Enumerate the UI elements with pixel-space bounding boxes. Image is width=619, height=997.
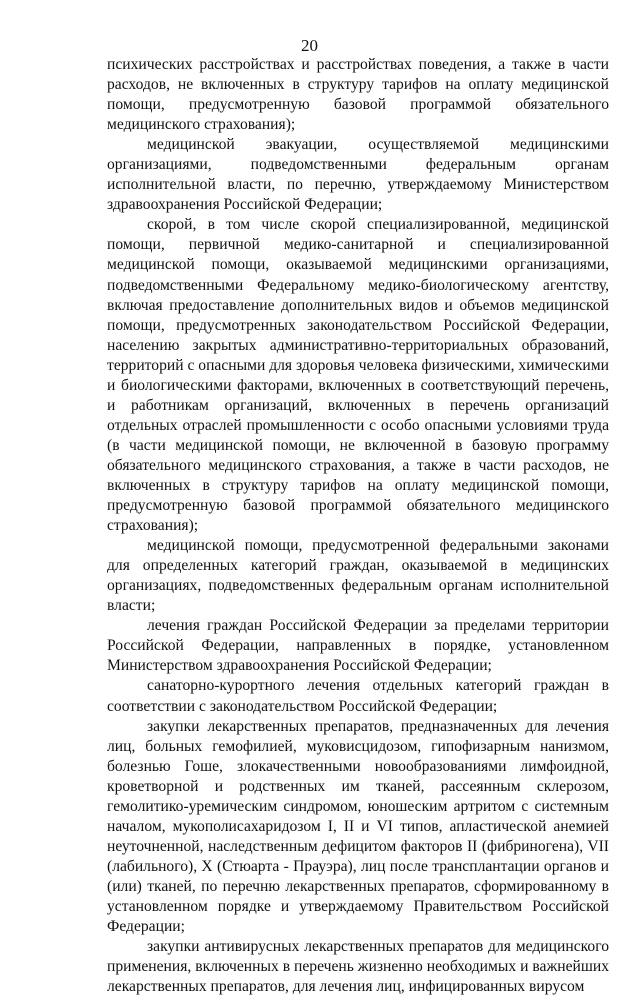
- paragraph-continuation: психических расстройствах и расстройствах поведения, а также в части расходов, не включенных в структуру тарифов на оплату медицинской помощи, предусмотренную базовой программой обязательного медицинского страхования);: [107, 56, 609, 134]
- paragraph-treatment-abroad: лечения граждан Российской Федерации за пределами территории Российской Федерации, направленных в порядке, установленном Министерством здравоохранения Российской Федерации;: [107, 617, 609, 675]
- page-number: 20: [301, 36, 318, 55]
- paragraph-antiviral-procurement: закупки антивирусных лекарственных препаратов для медицинского применения, включенных в перечень жизненно необходимых и важнейших лекарственных препаратов, для лечения лиц, инфицированных вирусом: [107, 938, 609, 996]
- paragraph-sanatorium-treatment: санаторно-курортного лечения отдельных категорий граждан в соответствии с законодательством Российской Федерации;: [107, 677, 609, 715]
- paragraph-federal-laws-care: медицинской помощи, предусмотренной федеральными законами для определенных категорий граждан, оказываемой в медицинских организациях, подведомственных федеральным органам исполнительной власти;: [107, 537, 609, 615]
- paragraph-emergency-care: скорой, в том числе скорой специализированной, медицинской помощи, первичной медико-санитарной и специализированной медицинской помощи, оказываемой медицинскими организациями, подведомственными Федеральному медико-биологическому агентству, включая предоставление дополнительных видов и объемов медицинской помощи, предусмотренных законодательством Российской Федерации, населению закрытых административно-территориальных образований, территорий с опасными для здоровья человека физическими, химическими и биологическими факторами, включенных в соответствующий перечень, и работникам организаций, включенных в перечень организаций отдельных отраслей промышленности с особо опасными условиями труда (в части медицинской помощи, не включенной в базовую программу обязательного медицинского страхования, а также в части расходов, не включенных в структуру тарифов на оплату медицинской помощи, предусмотренную базовой программой обязательного медицинского страхования);: [107, 216, 609, 535]
- document-body: [107, 55, 609, 997]
- paragraph-medical-evacuation: медицинской эвакуации, осуществляемой медицинскими организациями, подведомственными федеральным органам исполнительной власти, по перечню, утверждаемому Министерством здравоохранения Российской Федерации;: [107, 136, 609, 214]
- paragraph-drug-procurement: закупки лекарственных препаратов, предназначенных для лечения лиц, больных гемофилией, муковисцидозом, гипофизарным нанизмом, болезнью Гоше, злокачественными новообразованиями лимфоидной, кроветворной и родственных им тканей, рассеянным склерозом, гемолитико-уремическим синдромом, юношеским артритом с системным началом, мукополисахаридозом I, II и VI типов, апластической анемией неуточненной, наследственным дефицитом факторов II (фибриногена), VII (лабильного), X (Стюарта - Прауэра), лиц после трансплантации органов и (или) тканей, по перечню лекарственных препаратов, сформированному в установленном порядке и утверждаемому Правительством Российской Федерации;: [107, 717, 609, 936]
